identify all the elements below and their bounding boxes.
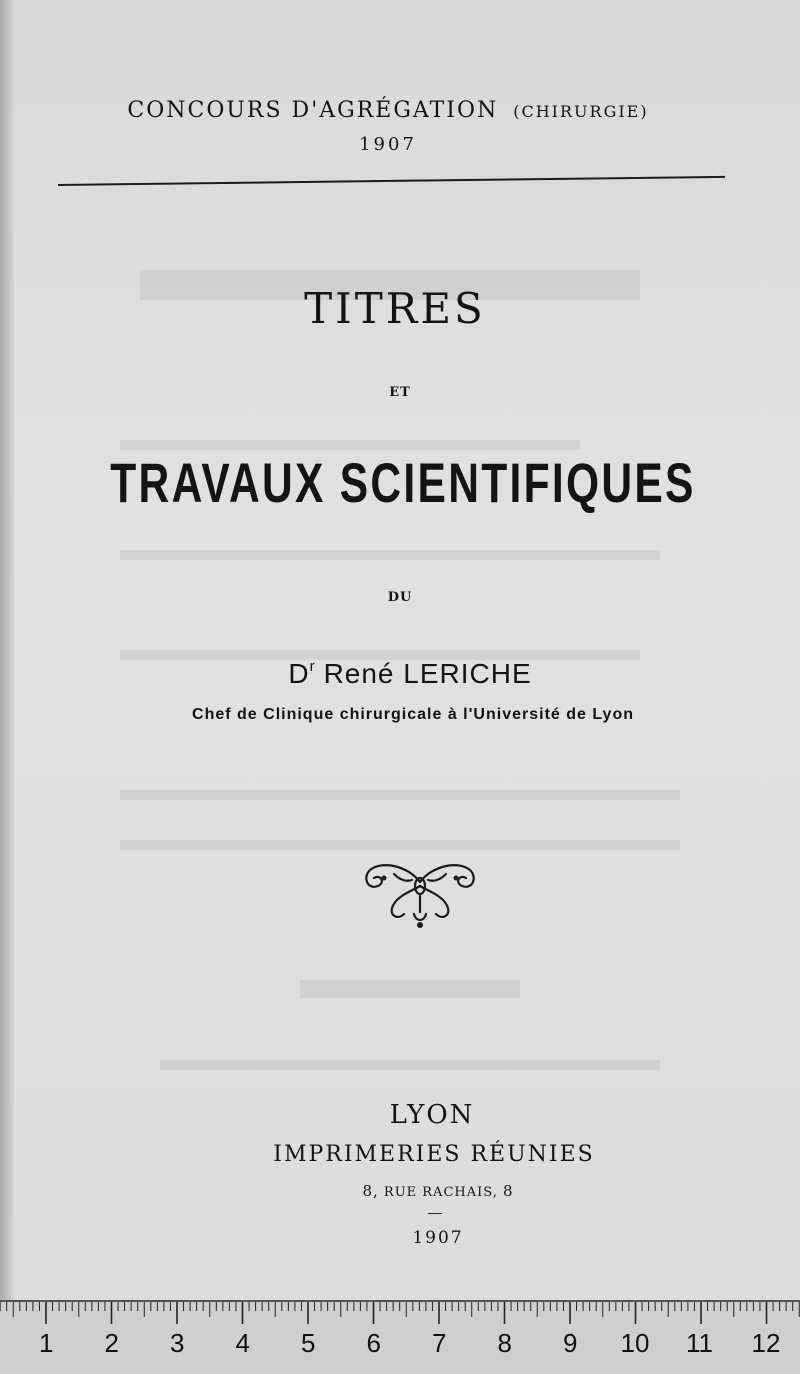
header-rule bbox=[58, 176, 725, 186]
ruler-number: 9 bbox=[563, 1328, 578, 1358]
measuring-ruler bbox=[0, 1300, 800, 1374]
ruler-number: 12 bbox=[751, 1328, 781, 1358]
address-street: RUE RACHAIS, bbox=[383, 1185, 498, 1200]
ruler-number: 10 bbox=[620, 1328, 650, 1358]
ruler-number: 3 bbox=[170, 1328, 185, 1358]
author-name-line bbox=[0, 658, 800, 690]
competition-specialty: (CHIRURGIE) bbox=[513, 102, 649, 121]
address-number-end: 8 bbox=[502, 1182, 514, 1200]
ruler-number: 1 bbox=[39, 1328, 54, 1358]
ruler-number: 5 bbox=[301, 1328, 316, 1358]
floral-ornament-icon bbox=[360, 852, 480, 930]
competition-year: 1907 bbox=[359, 134, 417, 155]
imprint-city: LYON bbox=[389, 1100, 475, 1130]
author-position: Chef de Clinique chirurgicale à l'Université de Lyon bbox=[192, 706, 634, 723]
ruler-number: 7 bbox=[432, 1328, 447, 1358]
author-name: René LERICHE bbox=[323, 658, 532, 689]
author-prefix: D bbox=[288, 658, 310, 689]
imprint-dash bbox=[428, 1213, 442, 1214]
title-conjunction: ET bbox=[389, 385, 411, 400]
title-line-2: TRAVAUX SCIENTIFIQUES bbox=[110, 451, 696, 514]
title-preposition: DU bbox=[387, 590, 413, 605]
ruler-number: 8 bbox=[497, 1328, 512, 1358]
ruler-number: 11 bbox=[686, 1328, 713, 1358]
show-through-texture bbox=[120, 250, 680, 1130]
ruler-number: 6 bbox=[366, 1328, 381, 1358]
ruler-ticks bbox=[0, 1302, 800, 1374]
address-number: 8, bbox=[362, 1182, 379, 1200]
ruler-number: 2 bbox=[104, 1328, 119, 1358]
author-prefix-sup: r bbox=[309, 658, 316, 675]
title-line-1: TITRES bbox=[304, 284, 486, 333]
ruler-number: 4 bbox=[235, 1328, 250, 1358]
competition-name: CONCOURS D'AGRÉGATION bbox=[127, 98, 499, 123]
imprint-year: 1907 bbox=[412, 1228, 464, 1248]
imprint-address bbox=[0, 1182, 800, 1200]
competition-header bbox=[0, 98, 776, 123]
imprint-printer: IMPRIMERIES RÉUNIES bbox=[273, 1142, 595, 1167]
